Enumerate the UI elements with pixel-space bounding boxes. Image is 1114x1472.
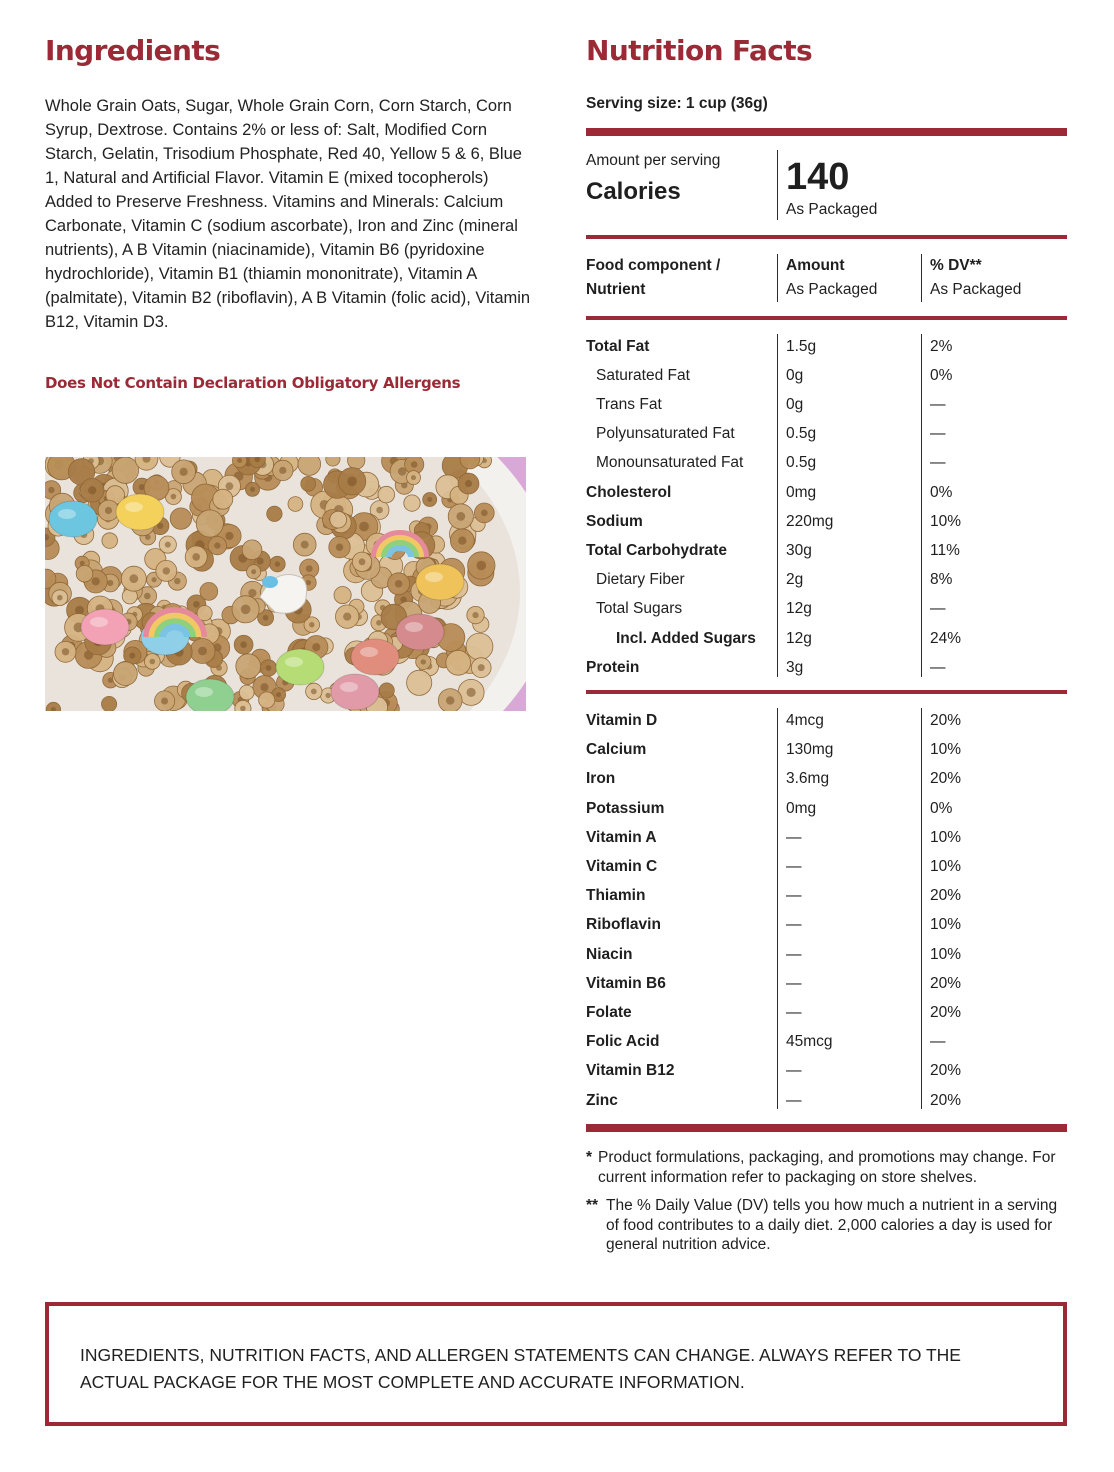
vitamin-row-zinc (586, 1086, 1067, 1115)
vitamin-name: Niacin (586, 946, 633, 963)
vitamin-dv: 20% (930, 770, 962, 787)
ingredients-text: Whole Grain Oats, Sugar, Whole Grain Corn, Corn Starch, Corn Syrup, Dextrose. Contains 2% or less of: Salt, Modified Corn Starch, Gelatin, Trisodium Phosphate, Red 40, Yellow 5 & 6, Blue 1, Natural and Artificial Flavor. Vitamin E (mixed tocopherols) Added to Preserve Freshness. Vitamins and Minerals: Calcium Carbonate, Vitamin C (sodium ascorbate), Iron and Zinc (mineral nutrients), A B Vitamin (niacinamide), Vitamin B6 (pyridoxine hydrochloride), Vitamin B1 (thiamin mononitrate), Vitamin A (palmitate), Vitamin B2 (riboflavin), A B Vitamin (folic acid), Vitamin B12, Vitamin D3. (45, 97, 531, 331)
vitamin-amount: 45mcg (786, 1033, 833, 1050)
allergen-statement: Does Not Contain Declaration Obligatory Allergens (45, 374, 461, 392)
vitamin-name: Vitamin D (586, 712, 658, 729)
nutrient-dv: 2% (930, 338, 953, 355)
nutrient-row-sodium (586, 507, 1067, 536)
nutrient-amount: 0.5g (786, 425, 817, 442)
nutrient-dv: — (930, 425, 946, 442)
vitamin-amount: — (786, 858, 802, 875)
nutrient-amount: 12g (786, 630, 812, 647)
amount-per-serving-label: Amount per serving (586, 152, 721, 169)
vitamin-row-niacin (586, 940, 1067, 969)
nutrient-amount: 1.5g (786, 338, 817, 355)
vitamin-amount: 3.6mg (786, 770, 830, 787)
nutrient-row-total-carbohydrate (586, 536, 1067, 565)
footnote-marker: * (586, 1149, 593, 1166)
vitamin-dv: 20% (930, 1062, 962, 1079)
nutrient-name: Protein (586, 659, 640, 676)
nutrient-amount: 2g (786, 571, 804, 588)
vitamin-row-vitamin-b12 (586, 1056, 1067, 1085)
vitamin-row-potassium (586, 794, 1067, 823)
vitamin-dv: 10% (930, 858, 962, 875)
vitamin-amount: 4mcg (786, 712, 824, 729)
nutrient-row-monounsaturated-fat (586, 448, 1067, 477)
vitamin-row-vitamin-c (586, 852, 1067, 881)
footnote-formulations (586, 1148, 1067, 1187)
nutrient-name: Dietary Fiber (596, 571, 685, 588)
nutrient-name: Sodium (586, 513, 643, 530)
cereal-photo (45, 457, 526, 711)
nutrient-dv: 11% (930, 542, 960, 559)
header-amount (786, 254, 877, 302)
vitamin-dv: 20% (930, 1092, 962, 1109)
nutrient-name: Monounsaturated Fat (596, 454, 744, 471)
nutrient-amount: 0.5g (786, 454, 817, 471)
vitamin-amount: 0mg (786, 800, 817, 817)
calories-basis: As Packaged (786, 201, 878, 218)
disclaimer-text: INGREDIENTS, NUTRITION FACTS, AND ALLERGEN STATEMENTS CAN CHANGE. ALWAYS REFER TO THE ACTUAL PACKAGE FOR THE MOST COMPLETE AND ACCURATE INFORMATION. (80, 1345, 961, 1392)
divider (586, 316, 1067, 320)
disclaimer-box (45, 1302, 1067, 1426)
divider (586, 690, 1067, 694)
vitamin-dv: 20% (930, 975, 962, 992)
divider (586, 235, 1067, 239)
vitamin-amount: — (786, 1062, 802, 1079)
footnote-daily-value (586, 1196, 1067, 1255)
vitamin-row-riboflavin (586, 910, 1067, 939)
vitamin-row-folate (586, 998, 1067, 1027)
vitamin-name: Vitamin A (586, 829, 657, 846)
nutrient-row-total-sugars (586, 594, 1067, 623)
vitamin-amount: — (786, 1092, 802, 1109)
vitamin-amount: — (786, 916, 802, 933)
vitamin-name: Folic Acid (586, 1033, 660, 1050)
vitamin-row-thiamin (586, 881, 1067, 910)
vitamin-dv: 10% (930, 946, 962, 963)
vitamin-dv: 0% (930, 800, 953, 817)
header-amount-line2: As Packaged (786, 281, 878, 298)
calories-value: 140 (786, 156, 850, 198)
header-dv-line2: As Packaged (930, 281, 1022, 298)
vitamin-name: Calcium (586, 741, 647, 758)
nutrient-amount: 220mg (786, 513, 834, 530)
nutrient-amount: 30g (786, 542, 812, 559)
header-amount-line1: Amount (786, 257, 845, 274)
nutrient-row-saturated-fat (586, 361, 1067, 390)
divider-thick (586, 128, 1067, 136)
nutrition-facts-heading: Nutrition Facts (586, 34, 813, 67)
calories-label: Calories (586, 178, 681, 205)
nutrient-dv: — (930, 659, 946, 676)
header-component-line1: Food component / (586, 257, 721, 274)
divider-thick (586, 1124, 1067, 1132)
vitamin-row-calcium (586, 735, 1067, 764)
vitamin-amount: — (786, 829, 802, 846)
ingredients-heading: Ingredients (45, 34, 221, 67)
header-dv-line1: % DV** (930, 257, 982, 274)
nutrient-amount: 3g (786, 659, 804, 676)
header-component (586, 254, 720, 302)
vitamin-name: Vitamin B12 (586, 1062, 675, 1079)
vitamin-amount: — (786, 975, 802, 992)
vitamin-row-vitamin-d (586, 706, 1067, 735)
nutrient-name: Polyunsaturated Fat (596, 425, 735, 442)
nutrient-dv: 8% (930, 571, 953, 588)
nutrient-amount: 0g (786, 396, 804, 413)
vitamin-dv: 20% (930, 712, 962, 729)
vitamin-name: Vitamin B6 (586, 975, 666, 992)
nutrient-row-protein (586, 653, 1067, 682)
vitamin-dv: — (930, 1033, 946, 1050)
nutrient-row-dietary-fiber (586, 565, 1067, 594)
vitamin-amount: — (786, 946, 802, 963)
serving-size: Serving size: 1 cup (36g) (586, 95, 768, 112)
nutrient-name: Cholesterol (586, 484, 672, 501)
vitamin-name: Iron (586, 770, 616, 787)
nutrient-name: Trans Fat (596, 396, 662, 413)
nutrient-dv: — (930, 600, 946, 617)
vitamin-dv: 20% (930, 887, 962, 904)
vitamin-name: Zinc (586, 1092, 618, 1109)
nutrient-dv: 24% (930, 630, 962, 647)
vitamin-name: Potassium (586, 800, 665, 817)
nutrient-name: Saturated Fat (596, 367, 690, 384)
vitamin-name: Thiamin (586, 887, 646, 904)
nutrient-row-polyunsaturated-fat (586, 419, 1067, 448)
vitamin-amount: — (786, 887, 802, 904)
nutrient-dv: — (930, 454, 946, 471)
nutrient-name: Total Sugars (596, 600, 683, 617)
nutrient-row-total-fat (586, 332, 1067, 361)
header-component-line2: Nutrient (586, 281, 646, 298)
nutrient-dv: 0% (930, 367, 953, 384)
nutrient-dv: 0% (930, 484, 953, 501)
vitamin-dv: 10% (930, 741, 962, 758)
column-divider (921, 254, 922, 302)
nutrient-amount: 12g (786, 600, 812, 617)
footnote-marker: ** (586, 1197, 599, 1214)
vitamin-amount: — (786, 1004, 802, 1021)
vitamin-dv: 10% (930, 829, 962, 846)
vitamin-row-iron (586, 764, 1067, 793)
nutrient-dv: 10% (930, 513, 962, 530)
vitamin-amount: 130mg (786, 741, 834, 758)
column-divider (777, 254, 778, 302)
vitamin-name: Folate (586, 1004, 632, 1021)
vitamin-row-vitamin-b6 (586, 969, 1067, 998)
vitamin-row-vitamin-a (586, 823, 1067, 852)
nutrient-name: Total Carbohydrate (586, 542, 727, 559)
footnote-text: The % Daily Value (DV) tells you how much a nutrient in a serving of food contributes to a daily diet. 2,000 calories a day is used for general nutrition advice. (606, 1197, 1058, 1253)
nutrient-name: Total Fat (586, 338, 650, 355)
column-divider (777, 150, 778, 220)
vitamin-dv: 20% (930, 1004, 962, 1021)
footnote-text: Product formulations, packaging, and promotions may change. For current information refer to packaging on store shelves. (598, 1149, 1056, 1186)
nutrient-dv: — (930, 396, 946, 413)
nutrient-amount: 0g (786, 367, 804, 384)
nutrient-row-cholesterol (586, 478, 1067, 507)
nutrient-name: Incl. Added Sugars (616, 630, 756, 647)
vitamin-name: Vitamin C (586, 858, 658, 875)
vitamin-row-folic-acid (586, 1027, 1067, 1056)
nutrient-row-trans-fat (586, 390, 1067, 419)
nutrient-amount: 0mg (786, 484, 817, 501)
header-dv (930, 254, 1021, 302)
nutrient-row-added-sugars (586, 624, 1067, 653)
vitamin-dv: 10% (930, 916, 962, 933)
vitamin-name: Riboflavin (586, 916, 661, 933)
